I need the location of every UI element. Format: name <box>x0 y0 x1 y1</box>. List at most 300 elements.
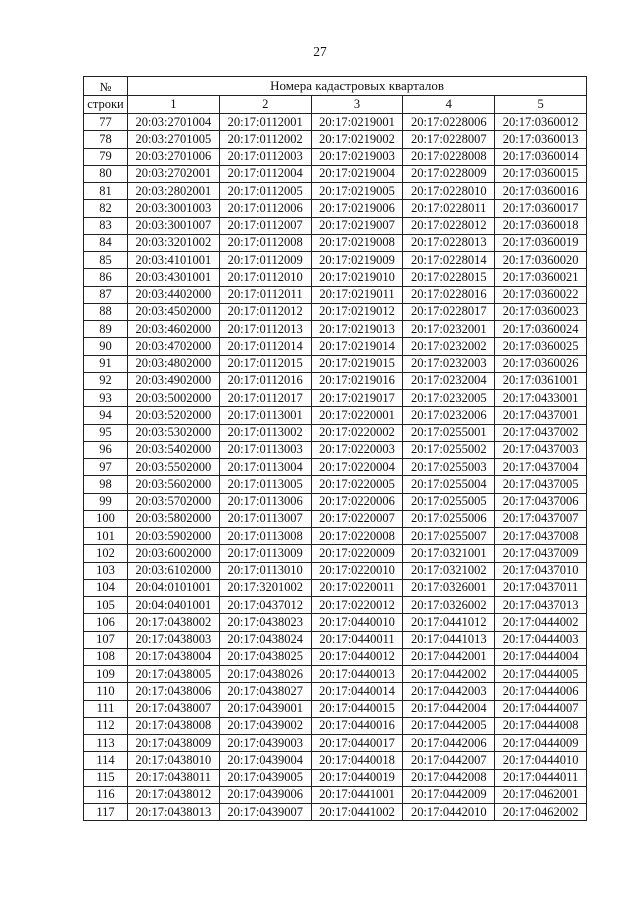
row-number-cell: 100 <box>84 510 128 527</box>
cadastral-number-cell: 20:17:0220008 <box>311 528 403 545</box>
cadastral-number-cell: 20:17:0438005 <box>128 666 220 683</box>
cadastral-number-cell: 20:17:0219007 <box>311 217 403 234</box>
cadastral-number-cell: 20:17:0220007 <box>311 510 403 527</box>
cadastral-number-cell: 20:17:0360014 <box>495 148 587 165</box>
cadastral-number-cell: 20:17:0219012 <box>311 303 403 320</box>
cadastral-number-cell: 20:17:0444011 <box>495 769 587 786</box>
cadastral-number-cell: 20:17:0438012 <box>128 786 220 803</box>
cadastral-number-cell: 20:17:0219014 <box>311 338 403 355</box>
cadastral-number-cell: 20:03:4101001 <box>128 252 220 269</box>
cadastral-number-cell: 20:17:0440010 <box>311 614 403 631</box>
cadastral-number-cell: 20:17:0437008 <box>495 528 587 545</box>
cadastral-number-cell: 20:17:0228013 <box>403 234 495 251</box>
table-row <box>84 441 587 458</box>
cadastral-number-cell: 20:17:0228014 <box>403 252 495 269</box>
column-number-header: 4 <box>403 95 495 114</box>
cadastral-number-cell: 20:17:0442009 <box>403 786 495 803</box>
cadastral-number-cell: 20:17:0255001 <box>403 424 495 441</box>
cadastral-number-cell: 20:17:0439001 <box>219 700 311 717</box>
row-number-cell: 111 <box>84 700 128 717</box>
column-number-header: 5 <box>495 95 587 114</box>
row-number-cell: 90 <box>84 338 128 355</box>
cadastral-number-cell: 20:17:0228010 <box>403 183 495 200</box>
cadastral-number-cell: 20:03:2701005 <box>128 131 220 148</box>
cadastral-number-cell: 20:17:0113006 <box>219 493 311 510</box>
cadastral-number-cell: 20:17:0219010 <box>311 269 403 286</box>
table-row <box>84 545 587 562</box>
column-number-header: 1 <box>128 95 220 114</box>
table-row <box>84 372 587 389</box>
row-number-cell: 116 <box>84 786 128 803</box>
row-number-cell: 81 <box>84 183 128 200</box>
table-row <box>84 183 587 200</box>
cadastral-number-cell: 20:03:6102000 <box>128 562 220 579</box>
table-row <box>84 666 587 683</box>
row-number-cell: 79 <box>84 148 128 165</box>
cadastral-number-cell: 20:17:0219001 <box>311 114 403 131</box>
cadastral-number-cell: 20:03:4301001 <box>128 269 220 286</box>
cadastral-number-cell: 20:17:0220002 <box>311 424 403 441</box>
row-number-cell: 92 <box>84 372 128 389</box>
row-number-cell: 117 <box>84 804 128 821</box>
table-row <box>84 752 587 769</box>
cadastral-number-cell: 20:03:5202000 <box>128 407 220 424</box>
cadastral-number-cell: 20:17:0255002 <box>403 441 495 458</box>
cadastral-number-cell: 20:17:0438004 <box>128 648 220 665</box>
table-row <box>84 717 587 734</box>
cadastral-number-cell: 20:03:2701006 <box>128 148 220 165</box>
row-number-cell: 93 <box>84 390 128 407</box>
cadastral-number-cell: 20:17:0228007 <box>403 131 495 148</box>
cadastral-number-cell: 20:17:0442008 <box>403 769 495 786</box>
table-row <box>84 631 587 648</box>
cadastral-number-cell: 20:17:0360012 <box>495 114 587 131</box>
row-number-cell: 105 <box>84 597 128 614</box>
table-row <box>84 321 587 338</box>
cadastral-number-cell: 20:17:0255006 <box>403 510 495 527</box>
cadastral-number-cell: 20:17:0219004 <box>311 165 403 182</box>
cadastral-number-cell: 20:17:0442004 <box>403 700 495 717</box>
cadastral-number-cell: 20:17:0220011 <box>311 579 403 596</box>
table-body <box>84 114 587 821</box>
cadastral-number-cell: 20:17:0220004 <box>311 459 403 476</box>
cadastral-number-cell: 20:17:0255003 <box>403 459 495 476</box>
table-row <box>84 786 587 803</box>
cadastral-number-cell: 20:17:0441002 <box>311 804 403 821</box>
cadastral-number-cell: 20:17:0360021 <box>495 269 587 286</box>
cadastral-number-cell: 20:17:0220009 <box>311 545 403 562</box>
cadastral-number-cell: 20:03:4902000 <box>128 372 220 389</box>
table-row <box>84 338 587 355</box>
cadastral-number-cell: 20:17:0441012 <box>403 614 495 631</box>
cadastral-number-cell: 20:17:0438013 <box>128 804 220 821</box>
row-number-cell: 87 <box>84 286 128 303</box>
cadastral-number-cell: 20:17:0220006 <box>311 493 403 510</box>
cadastral-number-cell: 20:17:0440016 <box>311 717 403 734</box>
cadastral-number-cell: 20:17:0438010 <box>128 752 220 769</box>
cadastral-number-cell: 20:17:0438011 <box>128 769 220 786</box>
row-number-cell: 110 <box>84 683 128 700</box>
column-number-header: 2 <box>219 95 311 114</box>
cadastral-number-cell: 20:17:0112014 <box>219 338 311 355</box>
cadastral-number-cell: 20:17:0219015 <box>311 355 403 372</box>
table-row <box>84 562 587 579</box>
cadastral-number-cell: 20:17:0255004 <box>403 476 495 493</box>
cadastral-quarters-table <box>83 76 587 821</box>
cadastral-number-cell: 20:17:0360022 <box>495 286 587 303</box>
cadastral-number-cell: 20:03:5302000 <box>128 424 220 441</box>
table-row <box>84 165 587 182</box>
row-number-cell: 95 <box>84 424 128 441</box>
cadastral-number-cell: 20:17:0232003 <box>403 355 495 372</box>
row-number-header-label: строки <box>84 95 128 114</box>
cadastral-number-cell: 20:17:0442007 <box>403 752 495 769</box>
cadastral-number-cell: 20:17:0219009 <box>311 252 403 269</box>
cadastral-number-cell: 20:17:0232002 <box>403 338 495 355</box>
table-row <box>84 148 587 165</box>
cadastral-number-cell: 20:17:0113009 <box>219 545 311 562</box>
cadastral-number-cell: 20:17:0440017 <box>311 735 403 752</box>
cadastral-number-cell: 20:17:0219002 <box>311 131 403 148</box>
cadastral-number-cell: 20:03:4802000 <box>128 355 220 372</box>
cadastral-number-cell: 20:17:0440012 <box>311 648 403 665</box>
cadastral-number-cell: 20:17:0112012 <box>219 303 311 320</box>
cadastral-number-cell: 20:17:0439005 <box>219 769 311 786</box>
cadastral-number-cell: 20:03:3001003 <box>128 200 220 217</box>
table-row <box>84 303 587 320</box>
header-row-column-numbers <box>84 95 587 114</box>
table-row <box>84 131 587 148</box>
cadastral-number-cell: 20:17:0112007 <box>219 217 311 234</box>
cadastral-number-cell: 20:17:0255005 <box>403 493 495 510</box>
cadastral-number-cell: 20:17:0220010 <box>311 562 403 579</box>
row-number-cell: 112 <box>84 717 128 734</box>
row-number-cell: 103 <box>84 562 128 579</box>
cadastral-number-cell: 20:17:0440015 <box>311 700 403 717</box>
cadastral-number-cell: 20:03:3001007 <box>128 217 220 234</box>
cadastral-number-cell: 20:17:0439007 <box>219 804 311 821</box>
table-row <box>84 200 587 217</box>
cadastral-number-cell: 20:17:0439002 <box>219 717 311 734</box>
cadastral-number-cell: 20:17:0220003 <box>311 441 403 458</box>
row-number-cell: 96 <box>84 441 128 458</box>
cadastral-number-cell: 20:17:0440014 <box>311 683 403 700</box>
cadastral-number-cell: 20:03:3201002 <box>128 234 220 251</box>
cadastral-number-cell: 20:17:0228008 <box>403 148 495 165</box>
cadastral-number-cell: 20:17:0437012 <box>219 597 311 614</box>
row-number-cell: 94 <box>84 407 128 424</box>
cadastral-number-cell: 20:17:0220001 <box>311 407 403 424</box>
table-row <box>84 683 587 700</box>
table-row <box>84 269 587 286</box>
cadastral-number-cell: 20:17:0326002 <box>403 597 495 614</box>
cadastral-number-cell: 20:17:0437007 <box>495 510 587 527</box>
cadastral-number-cell: 20:17:0442010 <box>403 804 495 821</box>
cadastral-number-cell: 20:17:0437003 <box>495 441 587 458</box>
cadastral-number-cell: 20:17:0112001 <box>219 114 311 131</box>
cadastral-number-cell: 20:17:0112015 <box>219 355 311 372</box>
cadastral-number-cell: 20:17:0232005 <box>403 390 495 407</box>
cadastral-number-cell: 20:17:0112009 <box>219 252 311 269</box>
cadastral-number-cell: 20:03:5402000 <box>128 441 220 458</box>
cadastral-number-cell: 20:03:5602000 <box>128 476 220 493</box>
row-number-cell: 104 <box>84 579 128 596</box>
table-row <box>84 735 587 752</box>
cadastral-number-cell: 20:17:0228015 <box>403 269 495 286</box>
cadastral-number-cell: 20:17:0433001 <box>495 390 587 407</box>
row-number-cell: 99 <box>84 493 128 510</box>
cadastral-number-cell: 20:04:0401001 <box>128 597 220 614</box>
cadastral-number-cell: 20:17:0360024 <box>495 321 587 338</box>
row-number-cell: 77 <box>84 114 128 131</box>
table-row <box>84 700 587 717</box>
cadastral-number-cell: 20:17:0360017 <box>495 200 587 217</box>
cadastral-number-cell: 20:17:0439004 <box>219 752 311 769</box>
cadastral-number-cell: 20:17:0326001 <box>403 579 495 596</box>
cadastral-number-cell: 20:17:0444004 <box>495 648 587 665</box>
table-row <box>84 390 587 407</box>
cadastral-number-cell: 20:17:0438003 <box>128 631 220 648</box>
cadastral-number-cell: 20:17:0113002 <box>219 424 311 441</box>
cadastral-number-cell: 20:03:4602000 <box>128 321 220 338</box>
table-row <box>84 407 587 424</box>
cadastral-number-cell: 20:17:0440011 <box>311 631 403 648</box>
table-row <box>84 459 587 476</box>
cadastral-number-cell: 20:17:0228016 <box>403 286 495 303</box>
row-number-cell: 86 <box>84 269 128 286</box>
table-header <box>84 77 587 114</box>
cadastral-number-cell: 20:17:0113008 <box>219 528 311 545</box>
cadastral-number-cell: 20:17:0442002 <box>403 666 495 683</box>
cadastral-number-cell: 20:04:0101001 <box>128 579 220 596</box>
cadastral-number-cell: 20:17:0219003 <box>311 148 403 165</box>
cadastral-number-cell: 20:17:0112002 <box>219 131 311 148</box>
cadastral-number-cell: 20:17:0219016 <box>311 372 403 389</box>
cadastral-quarters-group-header: Номера кадастровых кварталов <box>128 77 587 96</box>
cadastral-number-cell: 20:17:0112006 <box>219 200 311 217</box>
row-number-cell: 78 <box>84 131 128 148</box>
cadastral-number-cell: 20:17:0437004 <box>495 459 587 476</box>
cadastral-number-cell: 20:17:0438026 <box>219 666 311 683</box>
table-row <box>84 355 587 372</box>
cadastral-number-cell: 20:17:0112008 <box>219 234 311 251</box>
table-row <box>84 114 587 131</box>
cadastral-number-cell: 20:17:0360019 <box>495 234 587 251</box>
cadastral-number-cell: 20:17:0113010 <box>219 562 311 579</box>
row-number-cell: 85 <box>84 252 128 269</box>
cadastral-number-cell: 20:17:0112004 <box>219 165 311 182</box>
cadastral-number-cell: 20:17:0112013 <box>219 321 311 338</box>
cadastral-number-cell: 20:17:0440018 <box>311 752 403 769</box>
cadastral-number-cell: 20:03:5702000 <box>128 493 220 510</box>
cadastral-number-cell: 20:17:0442005 <box>403 717 495 734</box>
cadastral-number-cell: 20:17:0360026 <box>495 355 587 372</box>
cadastral-number-cell: 20:17:0232006 <box>403 407 495 424</box>
cadastral-number-cell: 20:17:0462001 <box>495 786 587 803</box>
cadastral-number-cell: 20:03:4502000 <box>128 303 220 320</box>
table-row <box>84 424 587 441</box>
cadastral-number-cell: 20:03:2802001 <box>128 183 220 200</box>
cadastral-number-cell: 20:17:0112005 <box>219 183 311 200</box>
table-row <box>84 252 587 269</box>
cadastral-number-cell: 20:17:0437013 <box>495 597 587 614</box>
cadastral-number-cell: 20:17:0360025 <box>495 338 587 355</box>
cadastral-number-cell: 20:17:0438025 <box>219 648 311 665</box>
cadastral-number-cell: 20:17:0228006 <box>403 114 495 131</box>
cadastral-number-cell: 20:17:0439006 <box>219 786 311 803</box>
cadastral-number-cell: 20:17:0219017 <box>311 390 403 407</box>
cadastral-number-cell: 20:17:0438006 <box>128 683 220 700</box>
cadastral-number-cell: 20:03:4702000 <box>128 338 220 355</box>
cadastral-number-cell: 20:17:0444009 <box>495 735 587 752</box>
table-row <box>84 286 587 303</box>
cadastral-number-cell: 20:17:0321002 <box>403 562 495 579</box>
cadastral-number-cell: 20:17:0321001 <box>403 545 495 562</box>
cadastral-number-cell: 20:17:0462002 <box>495 804 587 821</box>
cadastral-number-cell: 20:17:0360018 <box>495 217 587 234</box>
cadastral-number-cell: 20:03:2701004 <box>128 114 220 131</box>
cadastral-number-cell: 20:03:4402000 <box>128 286 220 303</box>
table-row <box>84 510 587 527</box>
cadastral-number-cell: 20:17:0440019 <box>311 769 403 786</box>
cadastral-number-cell: 20:17:0438024 <box>219 631 311 648</box>
cadastral-number-cell: 20:03:5802000 <box>128 510 220 527</box>
cadastral-number-cell: 20:17:0113007 <box>219 510 311 527</box>
row-number-cell: 88 <box>84 303 128 320</box>
row-number-cell: 83 <box>84 217 128 234</box>
cadastral-number-cell: 20:17:0437009 <box>495 545 587 562</box>
cadastral-number-cell: 20:17:0442003 <box>403 683 495 700</box>
cadastral-number-cell: 20:17:0228017 <box>403 303 495 320</box>
cadastral-number-cell: 20:17:0113005 <box>219 476 311 493</box>
cadastral-number-cell: 20:17:0255007 <box>403 528 495 545</box>
cadastral-number-cell: 20:17:0360016 <box>495 183 587 200</box>
cadastral-number-cell: 20:17:0219006 <box>311 200 403 217</box>
cadastral-number-cell: 20:17:0360013 <box>495 131 587 148</box>
cadastral-number-cell: 20:17:0437011 <box>495 579 587 596</box>
cadastral-number-cell: 20:17:0444008 <box>495 717 587 734</box>
cadastral-number-cell: 20:03:5002000 <box>128 390 220 407</box>
cadastral-number-cell: 20:17:0360015 <box>495 165 587 182</box>
cadastral-number-cell: 20:17:3201002 <box>219 579 311 596</box>
cadastral-number-cell: 20:17:0437005 <box>495 476 587 493</box>
cadastral-number-cell: 20:17:0228011 <box>403 200 495 217</box>
row-number-cell: 107 <box>84 631 128 648</box>
table-row <box>84 579 587 596</box>
cadastral-number-cell: 20:17:0112010 <box>219 269 311 286</box>
table-row <box>84 217 587 234</box>
cadastral-number-cell: 20:17:0113004 <box>219 459 311 476</box>
cadastral-number-cell: 20:17:0232001 <box>403 321 495 338</box>
cadastral-number-cell: 20:17:0437010 <box>495 562 587 579</box>
cadastral-number-cell: 20:17:0442006 <box>403 735 495 752</box>
row-number-cell: 114 <box>84 752 128 769</box>
row-number-cell: 97 <box>84 459 128 476</box>
row-number-cell: 91 <box>84 355 128 372</box>
cadastral-number-cell: 20:17:0220005 <box>311 476 403 493</box>
cadastral-number-cell: 20:17:0438023 <box>219 614 311 631</box>
row-number-cell: 84 <box>84 234 128 251</box>
cadastral-number-cell: 20:17:0444002 <box>495 614 587 631</box>
cadastral-number-cell: 20:17:0438009 <box>128 735 220 752</box>
row-number-cell: 102 <box>84 545 128 562</box>
cadastral-number-cell: 20:17:0113001 <box>219 407 311 424</box>
cadastral-number-cell: 20:03:6002000 <box>128 545 220 562</box>
table-row <box>84 614 587 631</box>
header-row-group <box>84 77 587 96</box>
cadastral-number-cell: 20:17:0112016 <box>219 372 311 389</box>
cadastral-number-cell: 20:03:5502000 <box>128 459 220 476</box>
cadastral-number-cell: 20:17:0444003 <box>495 631 587 648</box>
cadastral-number-cell: 20:17:0444010 <box>495 752 587 769</box>
cadastral-number-cell: 20:17:0219011 <box>311 286 403 303</box>
cadastral-number-cell: 20:17:0112017 <box>219 390 311 407</box>
row-number-cell: 108 <box>84 648 128 665</box>
cadastral-number-cell: 20:03:2702001 <box>128 165 220 182</box>
cadastral-number-cell: 20:17:0437002 <box>495 424 587 441</box>
row-number-header-symbol: № <box>84 77 128 96</box>
row-number-cell: 80 <box>84 165 128 182</box>
table-row <box>84 648 587 665</box>
table-row <box>84 493 587 510</box>
cadastral-number-cell: 20:17:0113003 <box>219 441 311 458</box>
cadastral-number-cell: 20:17:0219013 <box>311 321 403 338</box>
cadastral-number-cell: 20:17:0437001 <box>495 407 587 424</box>
cadastral-number-cell: 20:17:0444006 <box>495 683 587 700</box>
cadastral-number-cell: 20:17:0440013 <box>311 666 403 683</box>
cadastral-number-cell: 20:17:0112003 <box>219 148 311 165</box>
row-number-cell: 109 <box>84 666 128 683</box>
cadastral-number-cell: 20:17:0438027 <box>219 683 311 700</box>
cadastral-number-cell: 20:17:0219008 <box>311 234 403 251</box>
row-number-cell: 115 <box>84 769 128 786</box>
row-number-cell: 82 <box>84 200 128 217</box>
row-number-cell: 101 <box>84 528 128 545</box>
cadastral-number-cell: 20:17:0361001 <box>495 372 587 389</box>
cadastral-number-cell: 20:17:0444005 <box>495 666 587 683</box>
cadastral-number-cell: 20:17:0441001 <box>311 786 403 803</box>
column-number-header: 3 <box>311 95 403 114</box>
cadastral-number-cell: 20:17:0232004 <box>403 372 495 389</box>
row-number-cell: 106 <box>84 614 128 631</box>
row-number-cell: 98 <box>84 476 128 493</box>
cadastral-number-cell: 20:17:0228012 <box>403 217 495 234</box>
cadastral-number-cell: 20:03:5902000 <box>128 528 220 545</box>
cadastral-number-cell: 20:17:0360020 <box>495 252 587 269</box>
cadastral-number-cell: 20:17:0438002 <box>128 614 220 631</box>
cadastral-number-cell: 20:17:0438007 <box>128 700 220 717</box>
page-number: 27 <box>313 44 327 59</box>
cadastral-number-cell: 20:17:0444007 <box>495 700 587 717</box>
cadastral-number-cell: 20:17:0437006 <box>495 493 587 510</box>
table-row <box>84 476 587 493</box>
cadastral-number-cell: 20:17:0112011 <box>219 286 311 303</box>
cadastral-number-cell: 20:17:0438008 <box>128 717 220 734</box>
row-number-cell: 89 <box>84 321 128 338</box>
table-row <box>84 597 587 614</box>
table-row <box>84 234 587 251</box>
cadastral-number-cell: 20:17:0441013 <box>403 631 495 648</box>
table-row <box>84 528 587 545</box>
table-row <box>84 769 587 786</box>
cadastral-number-cell: 20:17:0219005 <box>311 183 403 200</box>
cadastral-number-cell: 20:17:0439003 <box>219 735 311 752</box>
cadastral-number-cell: 20:17:0442001 <box>403 648 495 665</box>
cadastral-number-cell: 20:17:0220012 <box>311 597 403 614</box>
row-number-cell: 113 <box>84 735 128 752</box>
table-row <box>84 804 587 821</box>
cadastral-number-cell: 20:17:0228009 <box>403 165 495 182</box>
